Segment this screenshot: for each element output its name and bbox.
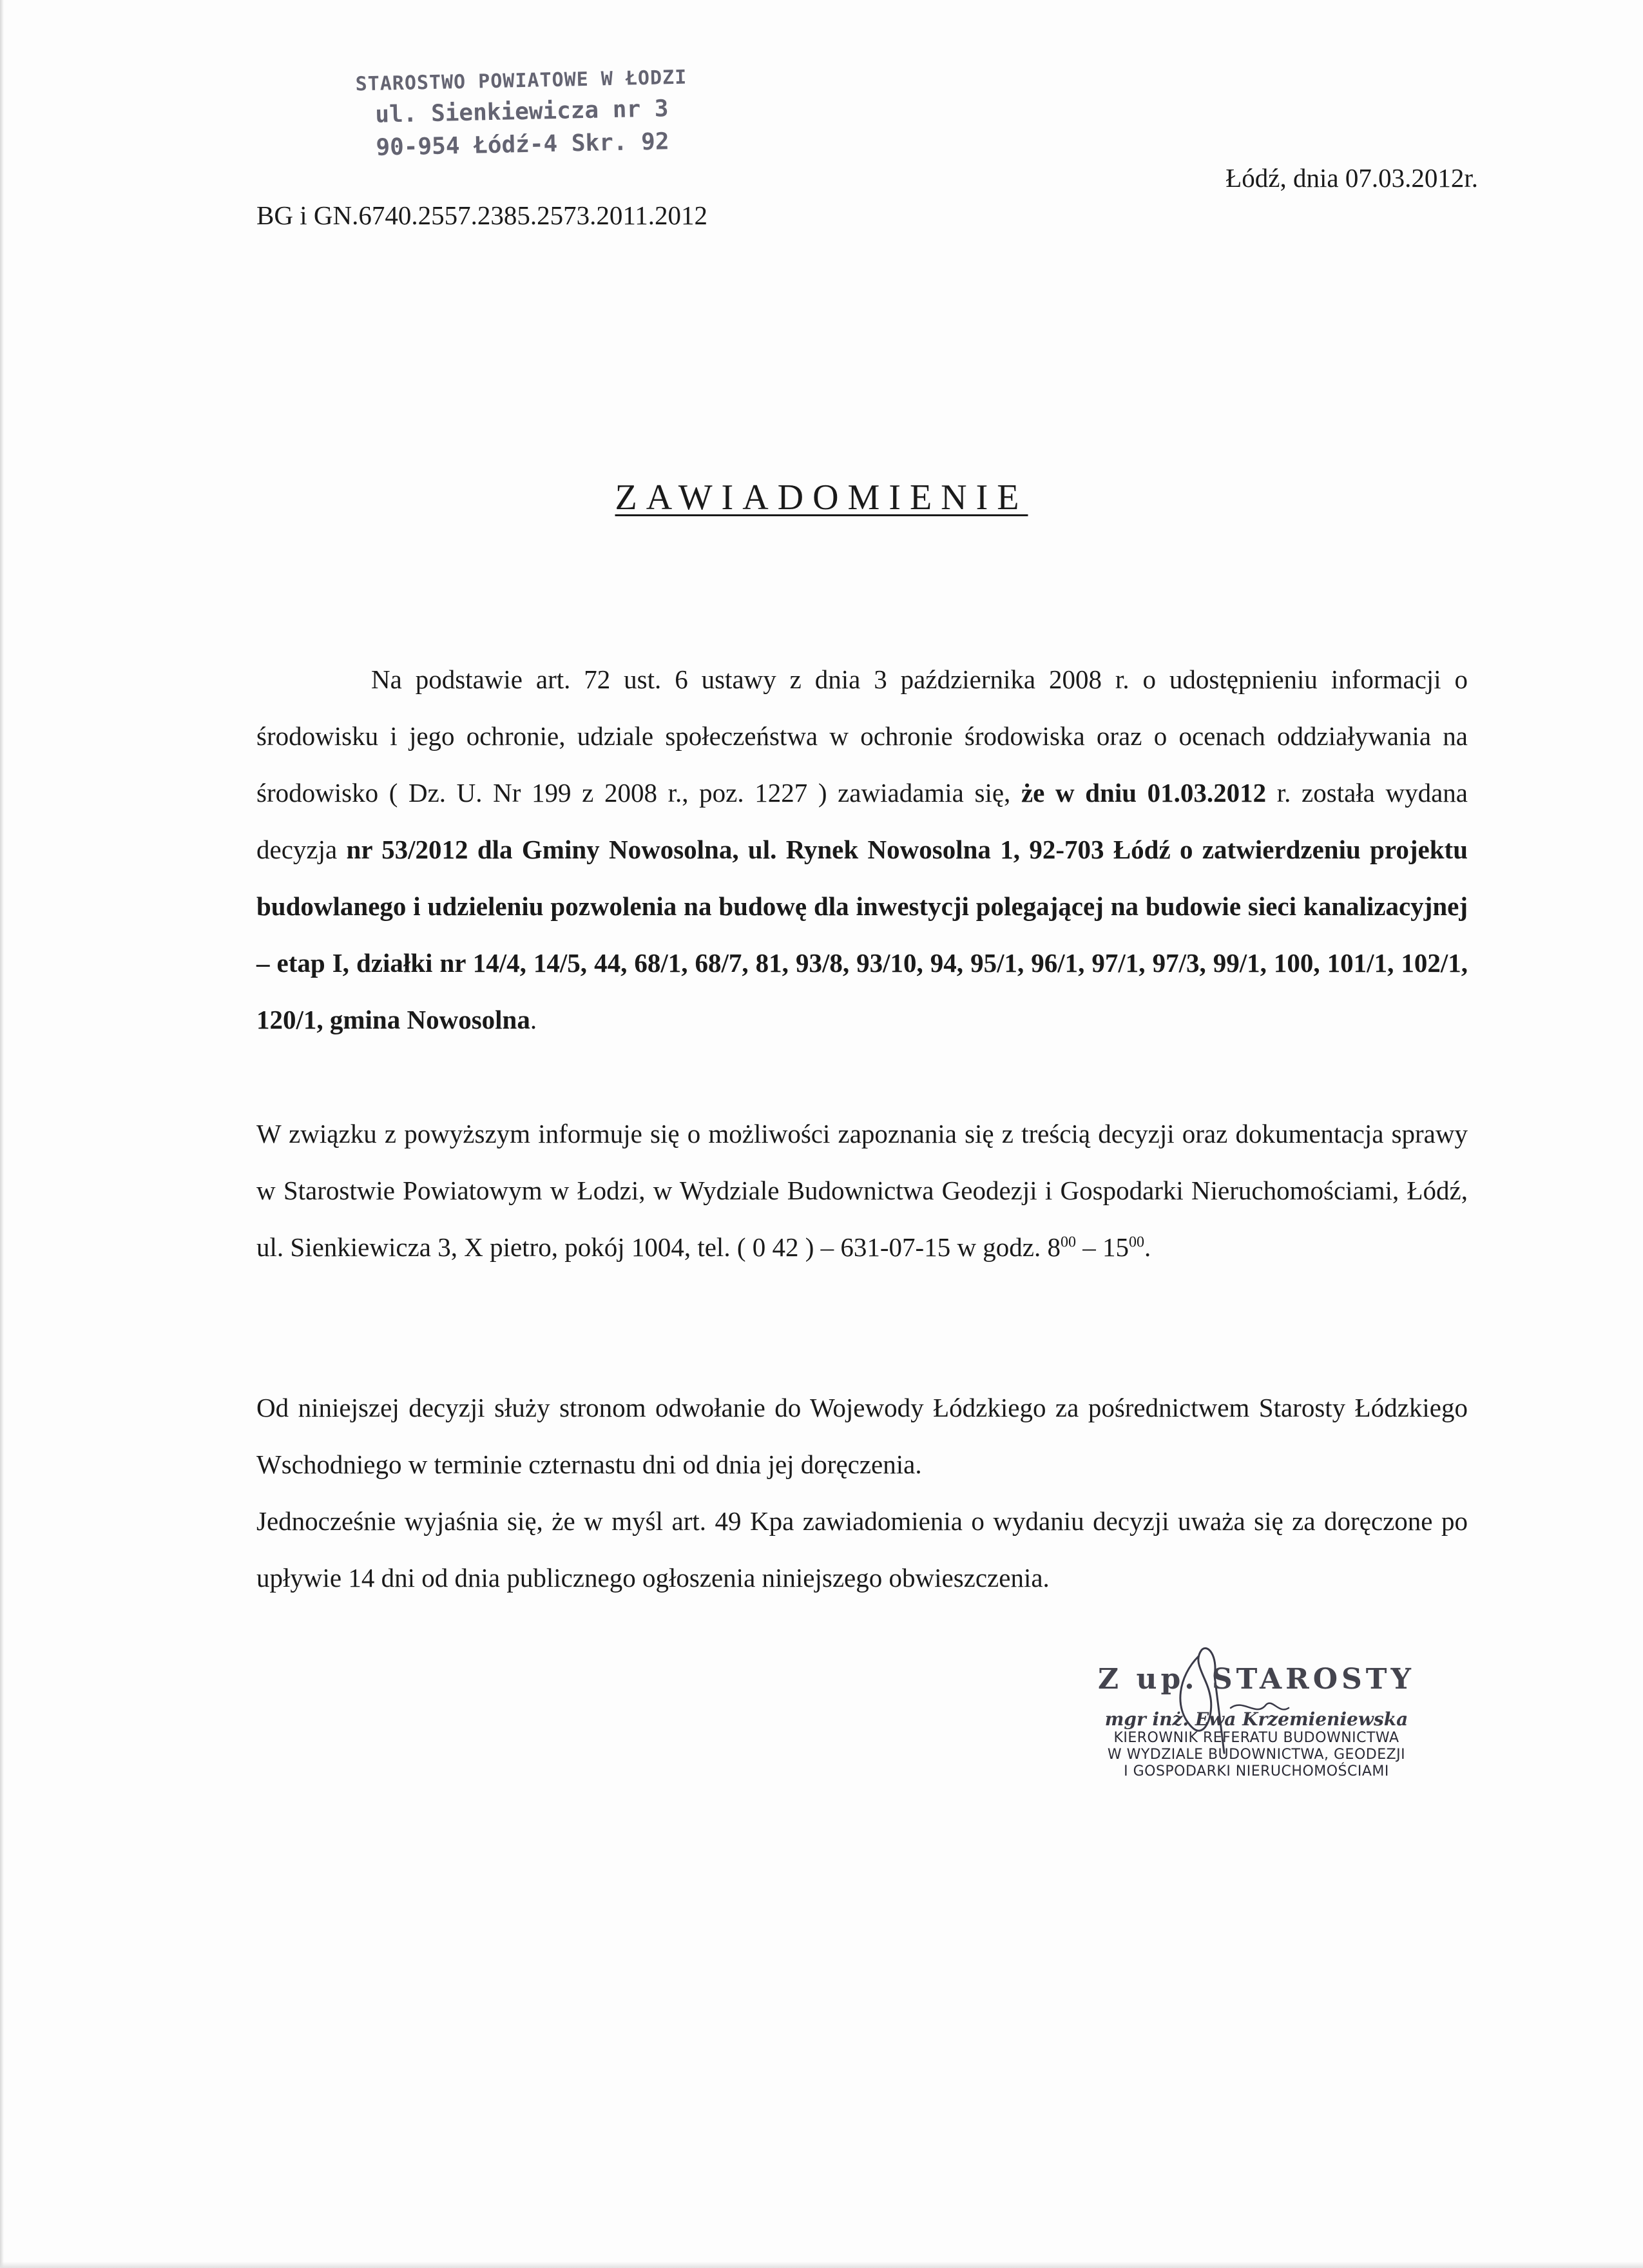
office-stamp — [341, 66, 704, 162]
paragraph3-appeal: Od niniejszej decyzji służy stronom odwołanie do Wojewody Łódzkiego za pośrednictwem Starosty Łódzkiego Wschodniego w terminie czternastu dni od dnia jej doręczenia. — [256, 1393, 1468, 1479]
paragraph-appeal-info — [256, 1379, 1468, 1606]
paragraph-decision-notice — [256, 651, 1468, 1048]
paragraph1-end: . — [530, 1005, 537, 1034]
paragraph2-sup-end: 00 — [1129, 1234, 1144, 1251]
paragraph2-sup-start: 00 — [1061, 1234, 1076, 1251]
reference-number: BG i GN.6740.2557.2385.2573.2011.2012 — [256, 200, 708, 230]
document-title: ZAWIADOMIENIE — [615, 478, 1028, 518]
signature-position-1: KIEROWNIK REFERATU BUDOWNICTWA — [1113, 1730, 1399, 1746]
paragraph2-mid: – 15 — [1076, 1232, 1129, 1262]
stamp-line-office: STAROSTWO POWIATOWE W ŁODZI — [355, 66, 687, 96]
signature-name: mgr inż. Ewa Krzemieniewska — [1104, 1709, 1408, 1730]
scan-edge-left — [0, 0, 4, 2268]
paragraph1-middle: r. została wydana decyzja — [256, 778, 1468, 864]
paragraph-access-info — [256, 1105, 1468, 1275]
paragraph2-text: W związku z powyższym informuje się o możliwości zapoznania się z treścią decyzji oraz dokumentacja sprawy w Starostwie Powiatowym w Łodzi, w Wydziale Budownictwa Geodezji i Gospodarki Nieruchomościami, Łódź, ul. Sienkiewicza 3, X pietro, pokój 1004, tel. ( 0 42 ) – 631-07-15 w godz. 8 — [256, 1119, 1468, 1262]
paragraph1-intro: Na podstawie art. 72 ust. 6 ustawy z dnia 3 października 2008 r. o udostępnieniu informacji o środowisku i jego ochronie, udziale społeczeństwa w ochronie środowiska oraz o ocenach oddziaływania na środowisko ( Dz. U. Nr 199 z 2008 r., poz. 1227 ) zawiadamia się, — [256, 664, 1468, 808]
place-and-date: Łódź, dnia 07.03.2012r. — [1225, 163, 1478, 193]
stamp-line-street: ul. Sienkiewicza nr 3 — [374, 95, 669, 128]
paragraph1-decision-bold: nr 53/2012 dla Gminy Nowosolna, ul. Rynek Nowosolna 1, 92-703 Łódź o zatwierdzeniu projektu budowlanego i udzieleniu pozwolenia na budowę dla inwestycji polegającej na budowie sieci kanalizacyjnej – etap I, działki nr 14/4, 14/5, 44, 68/1, 68/7, 81, 93/8, 93/10, 94, 95/1, 96/1, 97/1, 97/3, 99/1, 100, 101/1, 102/1, 120/1, gmina Nowosolna — [256, 835, 1468, 1034]
signature-position-2: W WYDZIALE BUDOWNICTWA, GEODEZJI — [1107, 1747, 1406, 1763]
paragraph3-delivery: Jednocześnie wyjaśnia się, że w myśl art. 49 Kpa zawiadomienia o wydaniu decyzji uważa się za doręczone po upływie 14 dni od dnia publicznego ogłoszenia niniejszego obwieszczenia. — [256, 1506, 1468, 1593]
paragraph1-date-bold: że w dniu 01.03.2012 — [1021, 778, 1267, 808]
signature-stamp — [1057, 1663, 1456, 1780]
signature-authority: Z up. STAROSTY — [1098, 1663, 1415, 1696]
paragraph2-end: . — [1144, 1232, 1151, 1262]
stamp-line-postcode: 90-954 Łódź-4 Skr. 92 — [376, 128, 669, 161]
signature-position-3: I GOSPODARKI NIERUCHOMOŚCIAMI — [1124, 1763, 1389, 1779]
scan-edge-bottom — [0, 2262, 1643, 2268]
